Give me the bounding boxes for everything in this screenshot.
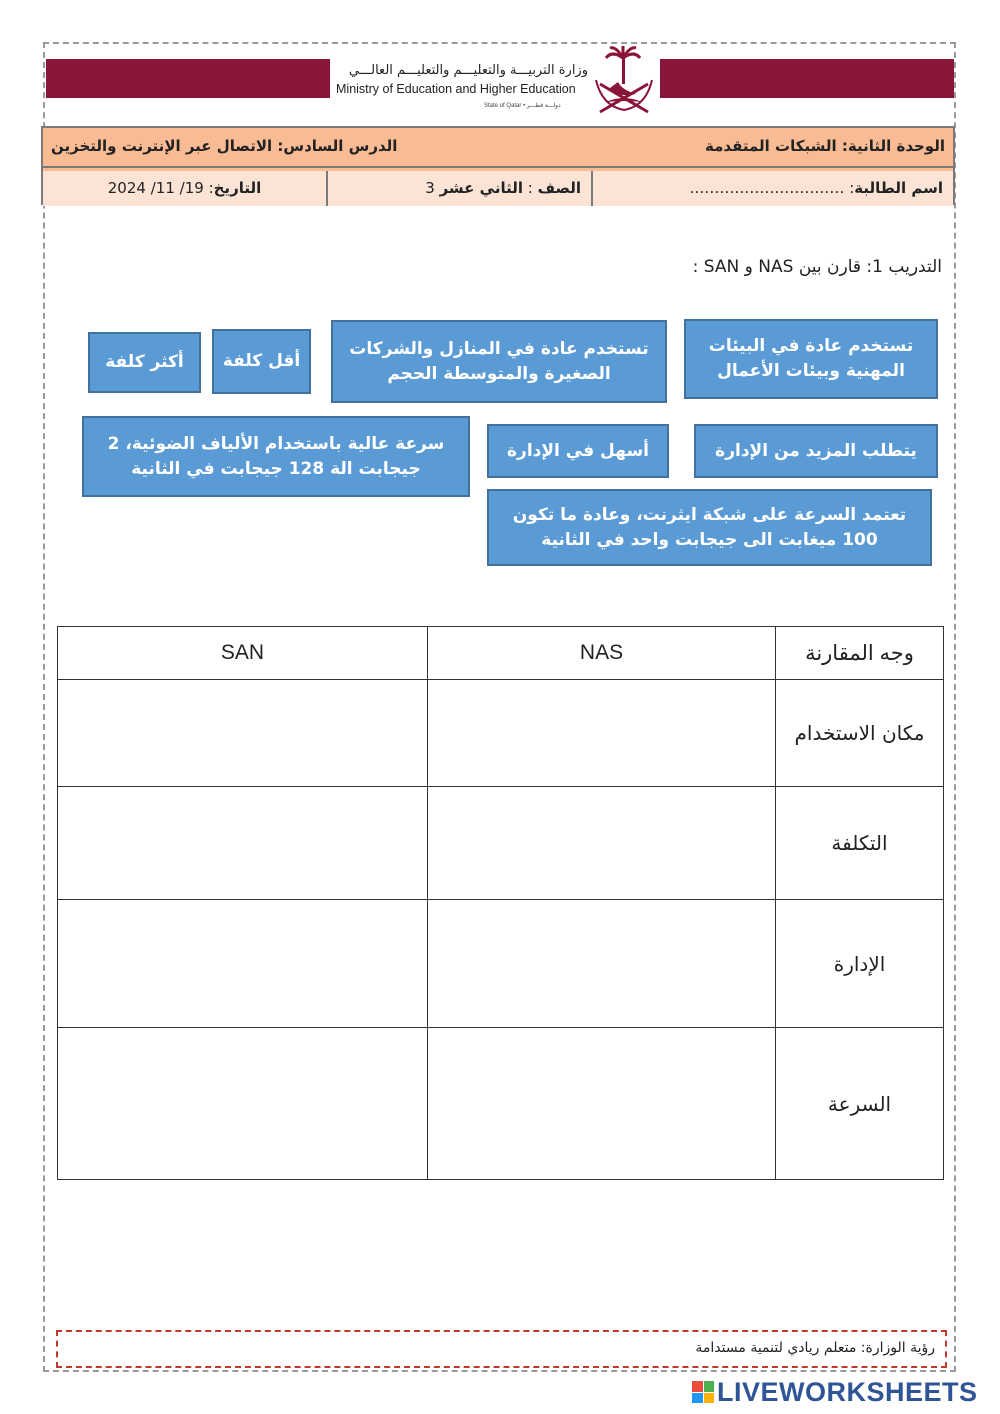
drop-zone-san-management[interactable] [58, 900, 428, 1028]
qatar-emblem-icon [592, 44, 656, 116]
table-row [58, 787, 944, 900]
answer-card-professional-use[interactable]: تستخدم عادة في البيئات المهنية وبيئات الأعمال [684, 319, 938, 399]
state-of-qatar: State of Qatar • دولـــة قطـــر [484, 103, 561, 109]
row-label-usage: مكان الاستخدام [776, 680, 944, 787]
row-label-management: الإدارة [776, 900, 944, 1028]
maroon-band-left [46, 59, 330, 98]
drop-zone-san-usage[interactable] [58, 680, 428, 787]
drop-zone-san-cost[interactable] [58, 787, 428, 900]
header-row-student [41, 166, 955, 205]
ministry-name-arabic: وزارة التربيـــة والتعليـــم والتعليـــم العالـــي [348, 63, 588, 78]
drop-zone-nas-speed[interactable] [428, 1028, 776, 1180]
liveworksheets-logo-icon [692, 1381, 714, 1403]
liveworksheets-brand [692, 1377, 978, 1407]
date-cell: التاريخ: 19/ 11/ 2024 [43, 171, 326, 206]
answer-card-more-management[interactable]: يتطلب المزيد من الإدارة [694, 424, 938, 478]
answer-card-fiber-speed[interactable]: سرعة عالية باستخدام الألياف الضوئية، 2 جيجابت الة 128 جيجابت في الثانية [82, 416, 470, 497]
answer-card-easier-management[interactable]: أسهل في الإدارة [487, 424, 669, 478]
column-header-san: SAN [58, 627, 428, 680]
brand-name: LIVEWORKSHEETS [717, 1376, 978, 1407]
table-row [58, 1028, 944, 1180]
table-header-row [58, 627, 944, 680]
answer-card-lower-cost[interactable]: أقل كلفة [212, 329, 311, 394]
unit-title: الوحدة الثانية: الشبكات المتقدمة [705, 137, 945, 155]
answer-card-higher-cost[interactable]: أكثر كلفة [88, 332, 201, 393]
drop-zone-nas-cost[interactable] [428, 787, 776, 900]
class-cell: الصف : الثاني عشر 3 [326, 171, 591, 206]
maroon-band-right [660, 59, 954, 98]
drop-zone-nas-management[interactable] [428, 900, 776, 1028]
student-name-cell[interactable]: اسم الطالبة: …………………………. [591, 171, 953, 206]
answer-card-ethernet-speed[interactable]: تعتمد السرعة على شبكة ايثرنت، وعادة ما تكون 100 ميغابت الى جيجابت واحد في الثانية [487, 489, 932, 566]
lesson-title: الدرس السادس: الاتصال عبر الإنترنت والتخزين [51, 137, 398, 155]
exercise-title: التدريب 1: قارن بين NAS و SAN : [692, 257, 942, 277]
row-label-cost: التكلفة [776, 787, 944, 900]
header-row-unit-lesson [41, 126, 955, 168]
ministry-name-english: Ministry of Education and Higher Education [336, 82, 576, 96]
drop-zone-nas-usage[interactable] [428, 680, 776, 787]
answer-card-home-use[interactable]: تستخدم عادة في المنازل والشركات الصغيرة والمتوسطة الحجم [331, 320, 667, 403]
row-label-speed: السرعة [776, 1028, 944, 1180]
ministry-vision: رؤية الوزارة: متعلم ريادي لتنمية مستدامة [56, 1330, 947, 1368]
table-row [58, 680, 944, 787]
column-header-aspect: وجه المقارنة [776, 627, 944, 680]
comparison-table [57, 626, 944, 1180]
column-header-nas: NAS [428, 627, 776, 680]
table-row [58, 900, 944, 1028]
drop-zone-san-speed[interactable] [58, 1028, 428, 1180]
